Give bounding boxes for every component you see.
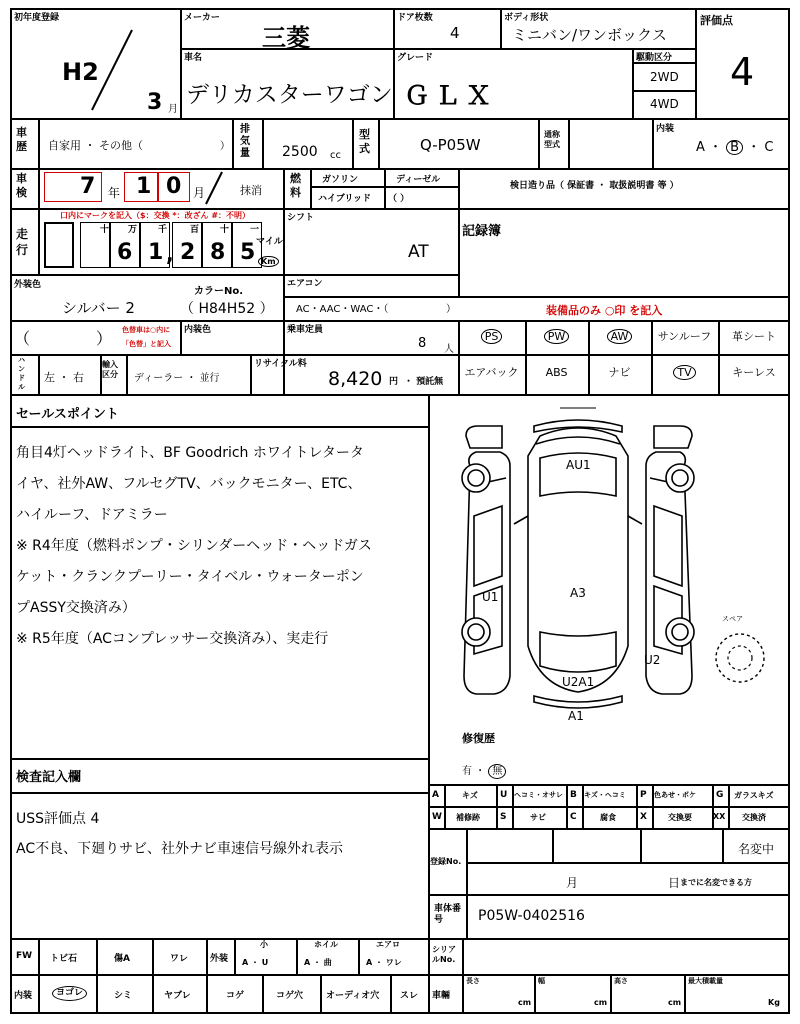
score-label: 評価点 [700,14,733,27]
displacement-label: 排気量 [240,124,250,159]
height-unit: cm [668,998,682,1007]
legend-u-text: ヘコミ・オサレ [514,791,563,799]
aero-value: A ・ ワレ [366,958,402,967]
interior-grade-label: 内装 [656,124,675,134]
inspection-month-suffix: 月 [193,186,206,200]
color-no-value: （ H84H52 ） [180,301,274,317]
repaint-note-1: 色替車は○内に [122,326,171,334]
legend-c-code: C [570,812,577,822]
legend-g-code: G [716,790,724,800]
interior-color-label: 内装色 [184,325,212,335]
grade-label: グレード [397,53,434,63]
repair-yes: 有 ・ [462,766,486,777]
inspection-slash [204,170,224,206]
sales-line: ケット・クランクプーリー・タイベル・ウォーターポン [16,569,364,585]
interior-grade-b: B [726,140,743,155]
documents-list: 検日造り品（ 保証書 ・ 取扱説明書 等 ） [510,181,679,191]
equipment-note: 装備品のみ ○印 を記入 [546,304,663,317]
date-slash [88,28,138,112]
sales-line: 角目4灯ヘッドライト、BF Goodrich ホワイトレタータ [16,445,364,461]
fw-scratch: 傷A [114,954,130,964]
legend-a-code: A [432,790,439,800]
maker-label: メーカー [184,13,220,23]
registration-month: 月 [566,876,579,890]
repair-history-label: 修復歴 [462,732,495,745]
exterior-parts-label: 外装 [210,954,229,964]
inspection-month-digit-2: 0 [166,174,182,199]
legend-a-text: キズ [462,791,478,800]
maker-value: 三菱 [262,24,310,52]
mileage-digit-1: 6 [117,240,133,265]
equip-sunroof: サンルーフ [657,330,712,343]
mileage-digit-5: 5 [240,240,256,265]
serial-no-label: シリアルNo. [432,945,456,964]
mileage-comma: , [166,242,174,266]
int-stain: シミ [114,991,133,1001]
capacity-unit: 人 [444,344,454,355]
interior-damage-label: 内装 [14,991,33,1001]
fuel-diesel: ディーゼル [396,175,441,185]
name-change-label: 名変中 [738,842,775,856]
int-dirt: ヨゴレ [52,986,87,1001]
int-wear: スレ [400,991,419,1001]
max-load-unit: Kg [768,998,780,1007]
width-unit: cm [594,998,608,1007]
first-reg-month-suffix: 月 [168,104,178,115]
inspection-notes-title: 検査記入欄 [16,770,82,785]
legend-s-code: S [500,812,507,822]
length-label: 長さ [466,977,480,985]
mileage-label: 走行 [16,227,29,257]
legend-x-code: X [640,812,647,822]
doors-value: 4 [450,24,460,42]
sales-line: ※ R4年度（燃料ポンプ・シリンダーヘッド・ヘッドガス [16,538,372,554]
doors-label: ドア枚数 [397,13,433,23]
sales-point-title: セールスポイント [16,407,119,422]
length-unit: cm [518,998,532,1007]
repair-no: 無 [488,764,506,779]
equip-ps: PS [458,321,525,353]
recycle-unit: 円 [389,377,399,387]
equip-airbag: エアバック [464,366,519,379]
mileage-unit-10: 十 [100,225,110,235]
import-label: 輸入区分 [102,360,118,379]
drive-label: 駆動区分 [636,53,673,63]
registration-day: 日 [668,876,681,890]
fw-chip: トビ石 [50,954,78,964]
equip-navi: ナビ [608,366,631,379]
sales-point-body [16,438,426,655]
displacement-value: 2500 [282,144,318,160]
body-value: ミニバン/ワンボックス [512,26,667,44]
fw-crack: ワレ [170,954,189,964]
max-load-label: 最大積載量 [688,977,723,985]
int-audio-hole: オーディオ穴 [326,991,380,1001]
inspection-year-digit: 7 [80,174,96,199]
repaint-open-paren: （ [14,329,31,348]
inspection-notes-body [16,804,343,864]
damage-u2: U2 [644,653,661,667]
interior-grade [696,136,773,155]
recycle-label: リサイクル料 [254,359,307,369]
sales-line: プASSY交換済み） [16,600,136,616]
registration-no-label: 登録No. [430,857,462,866]
first-reg-label: 初年度登録 [14,13,60,23]
first-reg-era: H2 [62,58,99,86]
model-value: Q-P05W [420,136,481,154]
legend-b-text: キズ・ヘコミ [584,791,626,799]
car-name-label: 車名 [184,53,203,63]
equip-leather: 革シート [732,330,776,343]
inspection-expired: 抹消 [240,184,262,197]
legend-u-code: U [500,790,508,800]
damage-au1: AU1 [566,458,591,472]
legend-w-code: W [432,812,442,822]
int-burn: コゲ [226,991,245,1001]
handle-value: 左 ・ 右 [44,371,84,384]
drive-4wd: 4WD [650,97,679,111]
inspection-month-digit-1: 1 [136,174,152,199]
fw-label: FW [16,951,33,961]
mileage-note: 口内にマークを記入（$：交換 *：改ざん #：不明） [60,211,251,220]
repair-history-value [462,762,506,779]
history-value: 自家用 ・ その他（ [48,139,143,152]
mileage-unit-ichi: 一 [250,225,260,235]
mileage-digit-4: 8 [210,240,226,265]
exterior-color-value: シルバー 2 [62,299,135,317]
wheel-value: A ・ 曲 [304,958,332,967]
damage-a1: A1 [568,709,584,723]
exterior-small-value: A ・ U [242,958,269,967]
recycle-suffix: ・ 預託無 [404,377,444,387]
recycle-amount: 8,420 [328,368,383,390]
vin-value: P05W-0402516 [478,908,585,924]
fuel-label: 燃料 [290,172,301,199]
legend-c-text: 腐食 [600,813,616,822]
history-close: ） [220,141,230,152]
km-label: Km [258,256,279,267]
equip-pw: PW [525,321,588,353]
capacity-label: 乗車定員 [287,325,324,335]
vin-label: 車体番号 [434,904,462,925]
drive-2wd: 2WD [650,70,679,84]
int-burn-hole: コゲ穴 [276,991,304,1001]
mileage-digit-2: 1 [148,240,164,265]
inspection-year-suffix: 年 [108,186,121,200]
interior-grade-c: ・ C [747,140,774,155]
legend-p-code: P [640,790,647,800]
body-label: ボディ形状 [504,13,549,23]
legend-g-text: ガラスキズ [734,791,774,800]
mile-label: マイル [256,237,283,247]
shift-value: AT [408,242,429,262]
color-no-label: カラーNo. [194,286,244,297]
repaint-close-paren: ） [96,329,113,348]
legend-x-text: 交換要 [668,813,692,822]
legend-xx-code: XX [713,812,726,821]
wheel-label: ホイル [314,940,338,949]
interior-grade-a: A ・ [696,140,723,155]
aero-label: エアロ [376,940,400,949]
capacity-value: 8 [418,336,427,351]
mileage-unit-ju: 十 [220,225,230,235]
width-label: 幅 [538,977,545,985]
repaint-note-2: 「色替」と記入 [122,340,171,348]
legend-xx-text: 交換済 [742,813,766,822]
legend-s-text: サビ [530,813,546,822]
legend-b-code: B [570,790,577,800]
import-value: ディーラー ・ 並行 [134,373,220,384]
damage-u1: U1 [482,590,499,604]
shift-label: シフト [287,213,315,223]
inspection-line: USS評価点 4 [16,811,100,827]
legend-w-text: 補修跡 [456,813,480,822]
registration-deadline: までに名変できる方 [680,878,752,887]
equip-tv: TV [651,357,718,389]
score-value: 4 [730,50,755,94]
vehicle-size-label: 車輛 [432,991,451,1001]
ac-value: AC・AAC・WAC・（ [296,304,389,315]
mileage-unit-sen: 千 [158,225,168,235]
inspection-line: AC不良、下廻りサビ、社外ナビ車速信号線外れ表示 [16,841,343,857]
int-tear: ヤブレ [164,991,191,1001]
equip-keyless: キーレス [732,366,776,379]
fuel-other: （ ） [388,194,410,204]
equip-abs: ABS [545,366,568,379]
first-reg-month: 3 [147,90,163,115]
record-book-label: 記録簿 [462,224,502,239]
exterior-color-label: 外装色 [14,280,42,290]
ac-close: ） [446,304,456,315]
ac-label: エアコン [287,279,323,289]
mileage-digit-3: 2 [180,240,196,265]
mileage-unit-man: 万 [128,225,138,235]
fuel-hybrid: ハイブリッド [318,194,372,204]
displacement-unit: cc [330,150,341,161]
inspection-label: 車検 [16,172,27,199]
model-label: 型式 [359,128,370,155]
damage-a3: A3 [570,586,586,600]
sales-line: ハイルーフ、ドアミラー [16,507,168,523]
history-label: 車歴 [16,126,27,153]
height-label: 高さ [614,977,628,985]
equip-aw: AW [588,321,651,353]
car-name-value: デリカスターワゴン [186,82,393,108]
legend-p-text: 色あせ・ボケ [654,791,696,799]
grade-value: ＧＬＸ [404,81,498,110]
sales-line: ※ R5年度（ACコンプレッサー交換済み）、実走行 [16,631,329,647]
sales-line: イヤ、社外AW、フルセグTV、バックモニター、ETC、 [16,476,362,492]
damage-u2a1: U2A1 [562,675,595,689]
car-damage-diagram [430,396,788,736]
common-model-label: 通称型式 [544,130,560,149]
mileage-unit-hyaku: 百 [190,225,200,235]
handle-label: ハンドル [18,356,25,391]
spare-label: スペア [722,615,743,623]
mileage-box-0 [44,222,74,268]
fuel-gas: ガソリン [322,175,359,185]
exterior-small-label: 小 [260,940,268,949]
